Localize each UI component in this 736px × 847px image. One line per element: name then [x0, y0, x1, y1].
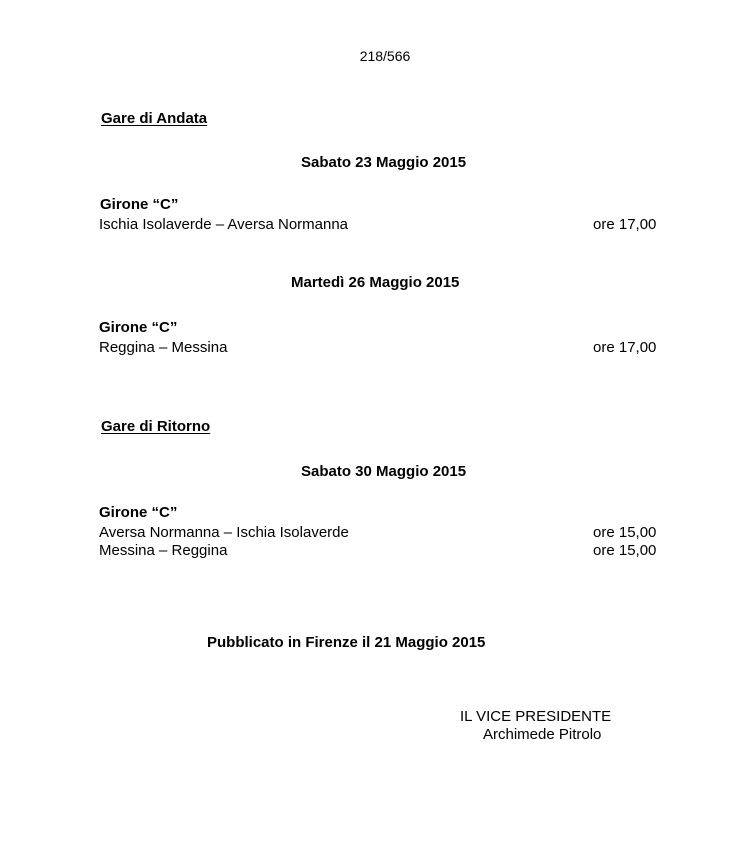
match-teams-ritorno-1-2: Messina – Reggina	[99, 542, 228, 559]
group-label-andata-1: Girone “C”	[100, 196, 179, 213]
group-label-andata-2: Girone “C”	[99, 319, 178, 336]
signature-name: Archimede Pitrolo	[483, 726, 602, 743]
match-time-andata-1-1: ore 17,00	[593, 216, 657, 233]
match-time-ritorno-1-2: ore 15,00	[593, 542, 657, 559]
signature-title: IL VICE PRESIDENTE	[460, 708, 612, 725]
date-heading-andata-1: Sabato 23 Maggio 2015	[301, 154, 467, 171]
page-number: 218/566	[359, 48, 411, 64]
match-teams-ritorno-1-1: Aversa Normanna – Ischia Isolaverde	[99, 524, 349, 541]
section-title-ritorno: Gare di Ritorno	[101, 418, 211, 435]
date-heading-andata-2: Martedì 26 Maggio 2015	[291, 274, 460, 291]
group-label-ritorno-1: Girone “C”	[99, 504, 178, 521]
section-title-andata: Gare di Andata	[101, 110, 208, 127]
match-teams-andata-1-1: Ischia Isolaverde – Aversa Normanna	[99, 216, 349, 233]
match-time-ritorno-1-1: ore 15,00	[593, 524, 657, 541]
date-heading-ritorno-1: Sabato 30 Maggio 2015	[301, 463, 467, 480]
match-teams-andata-2-1: Reggina – Messina	[99, 339, 228, 356]
publication-note: Pubblicato in Firenze il 21 Maggio 2015	[207, 634, 486, 651]
match-time-andata-2-1: ore 17,00	[593, 339, 657, 356]
